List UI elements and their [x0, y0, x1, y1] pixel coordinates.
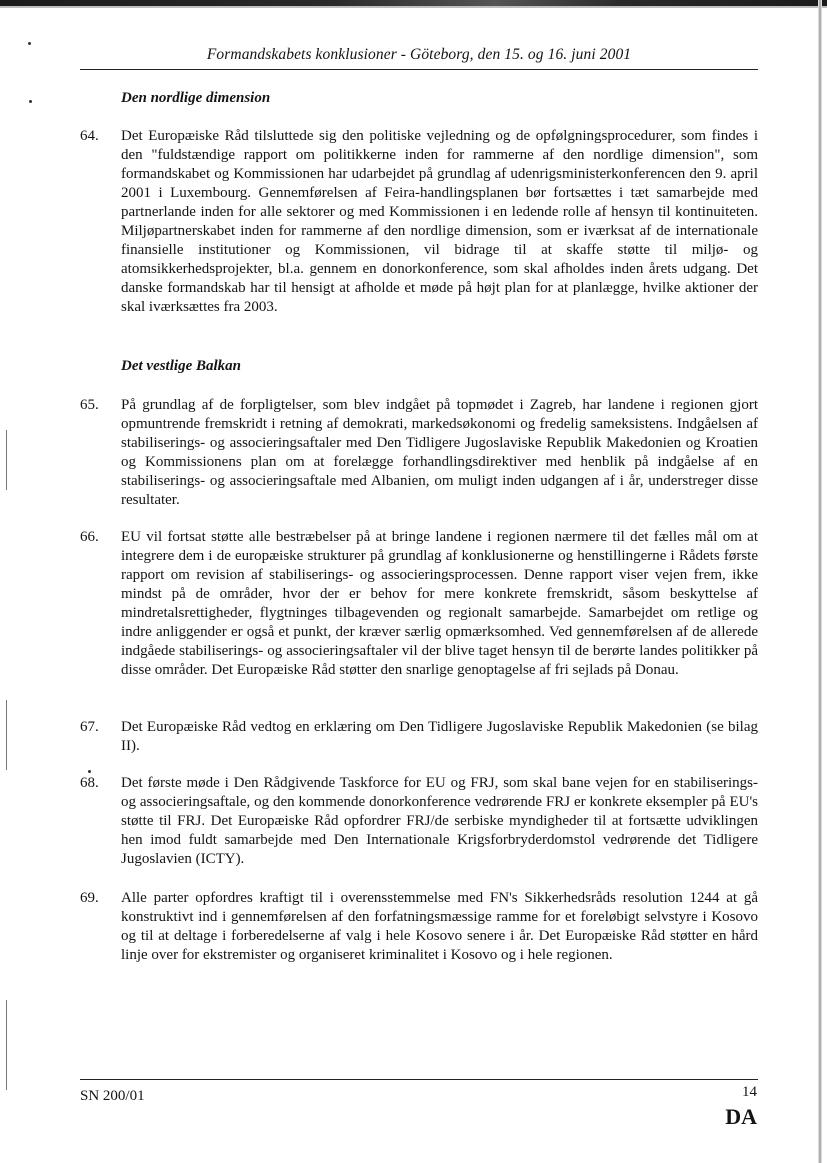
page-number: 14	[742, 1084, 757, 1100]
paragraph-text: EU vil fortsat støtte alle bestræbelser på at bringe landene i regionen nærmere til det fælles mål om at integrere dem i de europæiske strukturer på grundlag af konklusionerne og henstillingerne i Rådets første rapport om revision af stabiliserings- og associeringsprocessen. Denne rapport viser vejen frem, ikke mindst på de områder, hvor der er behov for mere konkrete fremskridt, såsom beskyttelse af mindretalsrettigheder, flygtninges tilbagevenden og regionalt samarbejde. Samarbejdet om retlige og indre anliggender er også et punkt, der kræver særlig opmærksomhed. Ved gennemførelsen af de allerede indgåede stabiliserings- og associeringsaftaler vil der blive taget hensyn til de berørte landes politikker på disse områder. Det Europæiske Råd støtter den snarlige genoptagelse af fri sejlads på Donau.	[121, 529, 758, 678]
paragraph-text: Det Europæiske Råd tilsluttede sig den politiske vejledning og de opfølgningsprocedurer, som findes i den "fuldstændige rapport om politikkerne inden for rammerne af den nordlige dimension", som formandskabet og Kommissionen har udarbejdet på grundlag af udenrigsministerkonferencen den 9. april 2001 i Luxembourg. Gennemførelsen af Feira-handlingsplanen bør fortsættes i tæt samarbejde med partnerlande inden for alle sektorer og med Kommissionen i en ledende rolle af hensyn til kontinuiteten. Miljøpartnerskabet inden for rammerne af den nordlige dimension, som er iværksat af de internationale finansielle institutioner og Kommissionen, vil bidrage til at skaffe støtte til miljø- og atomsikkerhedsprojekter, bl.a. gennem en donorkonference, som skal afholdes inden årets udgang. Det danske formandskab har til hensigt at afholde et møde på højt plan for at planlægge, hvilke aktioner der skal iværksættes fra 2003.	[121, 128, 758, 315]
section-title-northern-dimension: Den nordlige dimension	[121, 90, 271, 106]
section-title-western-balkans: Det vestlige Balkan	[121, 358, 241, 374]
paragraph-number: 67.	[80, 719, 99, 735]
paragraph-text: Alle parter opfordres kraftigt til i overensstemmelse med FN's Sikkerhedsråds resolution 1244 at gå konstruktivt ind i gennemførelsen af den forfatningsmæssige ramme for et foreløbigt selvstyre i Kosovo og til at deltage i forberedelserne af valg i hele Kosovo senere i år. Det Europæiske Råd støtter en hård linje over for ekstremister og organiseret kriminalitet i Kosovo og i hele regionen.	[121, 890, 758, 963]
paragraph-number: 69.	[80, 890, 99, 906]
scan-margin-mark	[6, 1000, 7, 1090]
paragraph-number: 66.	[80, 529, 99, 545]
paragraph-text: På grundlag af de forpligtelser, som blev indgået på topmødet i Zagreb, har landene i regionen gjort opmuntrende fremskridt i retning af demokrati, markedsøkonomi og fredelig sameksistens. Indgåelsen af stabiliserings- og associeringsaftaler med Den Tidligere Jugoslaviske Republik Makedonien og Kroatien og Kommissionens plan om at forelægge forhandlingsdirektiver med henblik på indgåelse af en stabiliserings- og associeringsaftale med Albanien, om muligt inden udgangen af i år, understreger disse resultater.	[121, 397, 758, 508]
paragraph-number: 65.	[80, 397, 99, 413]
scan-margin-mark	[6, 430, 7, 490]
scan-edge-top-shadow	[0, 6, 827, 8]
paragraph-text: Det første møde i Den Rådgivende Taskforce for EU og FRJ, som skal bane vejen for en stabiliserings- og associeringsaftale, og den kommende donorkonference vedrørende FRJ er konkrete eksempler på EU's støtte til FRJ. Det Europæiske Råd opfordrer FRJ/de serbiske myndigheder til at fortsætte udviklingen hen imod fuldt samarbejde med Den Internationale Krigsforbryderdomstol vedrørende det Tidligere Jugoslavien (ICTY).	[121, 775, 758, 867]
paragraph-number: 64.	[80, 128, 99, 144]
page-header: Formandskabets konklusioner - Göteborg, den 15. og 16. juni 2001	[206, 46, 632, 63]
paragraph-number: 68.	[80, 775, 99, 791]
scan-edge-right	[818, 0, 822, 1163]
footer-rule	[80, 1079, 758, 1080]
paragraph-text: Det Europæiske Råd vedtog en erklæring om Den Tidligere Jugoslaviske Republik Makedonien (se bilag II).	[121, 719, 758, 754]
scan-speck	[28, 42, 31, 45]
scan-margin-mark	[6, 700, 7, 770]
scan-speck	[29, 100, 32, 103]
scan-speck	[88, 770, 91, 773]
header-rule	[80, 69, 758, 70]
document-reference: SN 200/01	[80, 1088, 145, 1104]
language-code: DA	[725, 1104, 757, 1129]
